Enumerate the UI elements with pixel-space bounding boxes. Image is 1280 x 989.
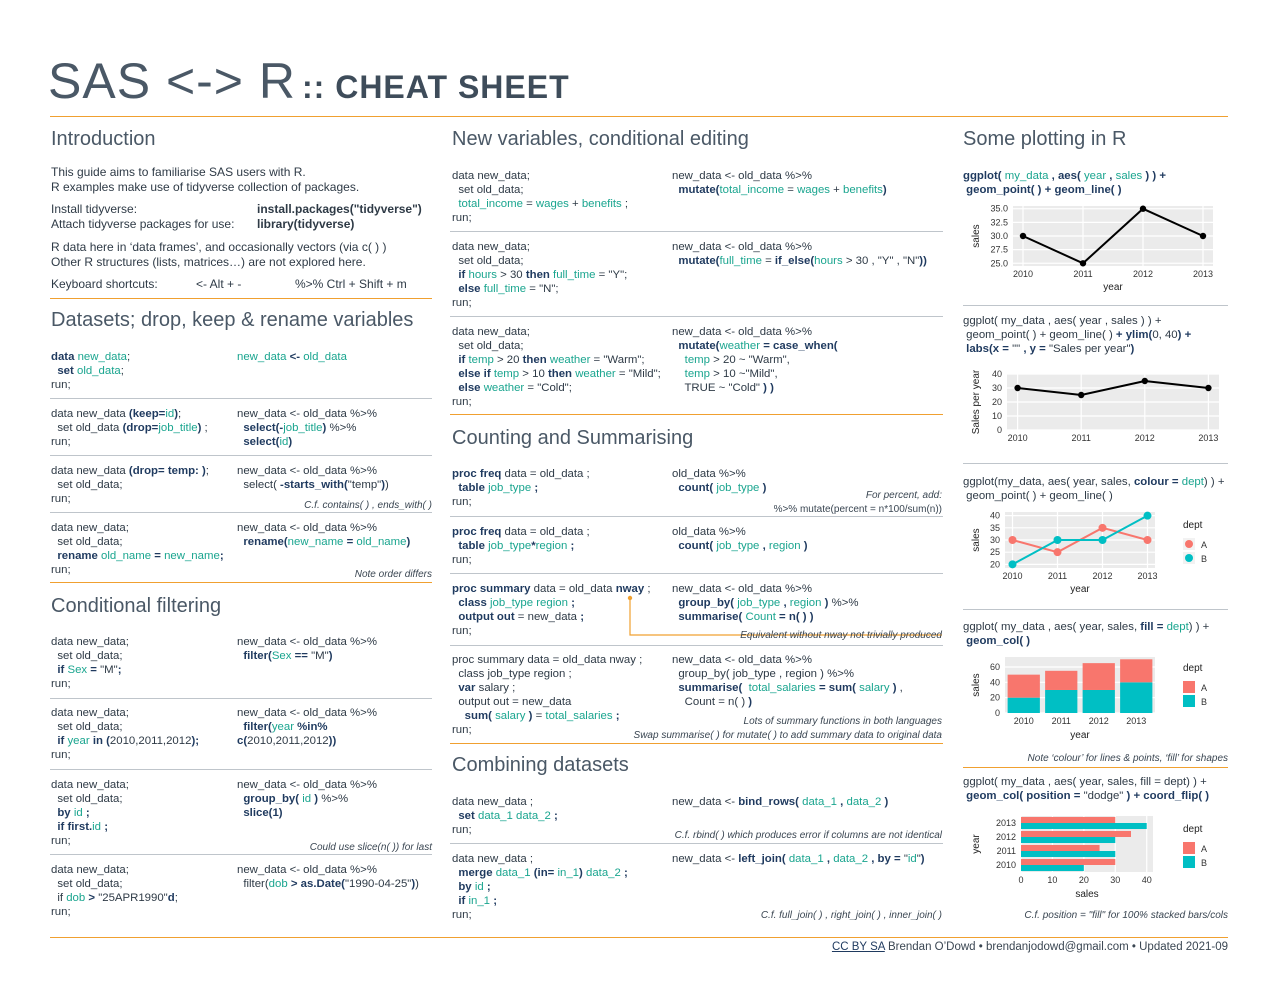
license-link[interactable]: CC BY SA: [831, 941, 885, 953]
divider: [450, 573, 943, 574]
legend-key-swatch: [1185, 554, 1193, 562]
x-tick-label: 2010: [1002, 571, 1023, 581]
divider: [50, 769, 432, 770]
bar: [1021, 845, 1100, 851]
note-order: Note order differs: [354, 569, 432, 580]
legend-title: dept: [1183, 663, 1203, 674]
legend-key-swatch: [1183, 695, 1195, 707]
data-point: [1054, 536, 1062, 544]
divider: [50, 298, 432, 299]
bar: [1021, 851, 1115, 857]
title-sub: :: CHEAT SHEET: [302, 69, 570, 105]
install-code: install.packages("tidyverse"): [257, 202, 422, 216]
sas-code-drop: data new_data (drop= temp: ); set old_data; run;: [51, 465, 209, 505]
legend-label: A: [1201, 844, 1208, 854]
y-tick-label: 2013: [995, 818, 1016, 828]
section-filtering: Conditional filtering: [51, 595, 222, 617]
x-axis-label: year: [1070, 730, 1090, 741]
x-tick-label: 2011: [1073, 269, 1093, 279]
note-colour: Note ‘colour’ for lines & points, ‘fill’ for shapes: [1027, 753, 1228, 764]
y-tick-label: 25: [989, 547, 1000, 558]
data-point: [1099, 524, 1107, 532]
x-tick-label: 2012: [1132, 269, 1154, 279]
note-lots: Lots of summary functions in both languages: [743, 716, 942, 727]
footer-text: Brendan O’Dowd • brendanjodowd@gmail.com • Updated 2021-09: [887, 941, 1228, 953]
r-code-summary: new_data <- old_data %>% group_by( job_type , region ) %>% summarise( Count = n( ) ): [672, 583, 859, 623]
section-combining: Combining datasets: [452, 754, 629, 776]
note-swap: Swap summarise( ) for mutate( ) to add summary data to original data: [633, 730, 942, 741]
title-main: SAS <-> R: [48, 53, 296, 109]
y-axis-label: sales: [971, 673, 982, 697]
y-tick-label: 10: [991, 411, 1002, 421]
sas-code-keep: data new_data (keep=id); set old_data (drop=job_title) ; run;: [51, 408, 208, 448]
intro-line-1: This guide aims to familiarise SAS users with R.: [51, 165, 306, 179]
divider: [50, 512, 432, 513]
y-tick-label: 60: [989, 661, 1000, 672]
y-tick-label: 40: [991, 369, 1002, 379]
r-code-plot-1: ggplot( my_data , aes( year , sales ) ) + geom_point( ) + geom_line( ): [963, 170, 1166, 196]
legend-label: A: [1201, 540, 1208, 550]
page-title: [48, 52, 570, 110]
y-axis-label: Sales per year: [971, 369, 982, 435]
y-tick-label: 2011: [996, 846, 1016, 856]
section-datasets: Datasets; drop, keep & rename variables: [51, 309, 414, 331]
bar: [1021, 823, 1147, 829]
r-code-bind-rows: new_data <- bind_rows( data_1 , data_2 ): [672, 796, 889, 808]
r-code-summarise-sum: new_data <- old_data %>% group_by( job_type , region ) %>% summarise( total_salaries = sum( salary ) , Count = n( ) ): [672, 654, 903, 708]
section-intro: Introduction: [51, 128, 156, 150]
r-code-copy: new_data <- old_data: [237, 351, 347, 363]
intro-line-2: R examples make use of tidyverse collection of packages.: [51, 180, 360, 194]
divider: [963, 463, 1228, 464]
data-point: [1205, 385, 1211, 391]
sas-code-freq-two: proc freq data = old_data ; table job_type*region ; run;: [452, 526, 590, 566]
data-point: [1144, 536, 1152, 544]
y-tick-label: 35: [989, 522, 1000, 533]
x-tick-label: 2011: [1047, 571, 1068, 581]
sas-code-filter: data new_data; set old_data; if Sex = "M"; run;: [51, 636, 129, 690]
bar: [1021, 865, 1084, 871]
y-tick-label: 30.0: [990, 231, 1008, 241]
legend-key-swatch: [1183, 681, 1195, 693]
legend-title: dept: [1183, 520, 1203, 531]
y-tick-label: 30: [991, 383, 1002, 393]
divider: [450, 843, 943, 844]
keyboard-shortcut-pipe: %>% Ctrl + Shift + m: [295, 277, 407, 291]
chart-line-colour: [963, 506, 1228, 604]
x-tick-label: 40: [1141, 875, 1152, 885]
divider: [963, 767, 1228, 768]
sas-code-date: data new_data; set old_data; if dob > "25APR1990"d; run;: [51, 864, 178, 918]
bar: [1045, 690, 1077, 713]
divider: [50, 854, 432, 855]
y-tick-label: 40: [989, 510, 1000, 521]
bar: [1120, 682, 1152, 713]
y-axis-label: sales: [971, 224, 982, 248]
divider: [50, 698, 432, 699]
legend-label: B: [1201, 554, 1208, 564]
y-tick-label: 40: [989, 677, 1000, 688]
data-point: [1099, 536, 1107, 544]
y-tick-label: 20: [989, 559, 1000, 570]
legend-key-swatch: [1183, 842, 1195, 854]
divider: [50, 398, 432, 399]
x-tick-label: 10: [1047, 875, 1058, 885]
intro-line-4: Other R structures (lists, matrices…) are not explored here.: [51, 255, 366, 269]
data-point: [1140, 206, 1146, 212]
intro-line-3: R data here in ‘data frames’, and occasionally vectors (via c( ) ): [51, 240, 387, 254]
bar: [1008, 698, 1040, 713]
r-code-count-two: old_data %>% count( job_type , region ): [672, 526, 808, 552]
data-point: [1054, 548, 1062, 556]
divider: [450, 743, 943, 744]
divider: [450, 414, 943, 415]
section-counting: Counting and Summarising: [452, 427, 694, 449]
y-axis-label: sales: [971, 528, 982, 552]
r-code-ifelse: new_data <- old_data %>% mutate(full_time = if_else(hours > 30 , "Y" , "N")): [672, 241, 927, 267]
y-tick-label: 32.5: [990, 217, 1008, 228]
sas-code-freq: proc freq data = old_data ; table job_type ; run;: [452, 468, 590, 508]
sas-code-filter-in: data new_data; set old_data; if year in (2010,2011,2012); run;: [51, 707, 200, 761]
bar: [1021, 859, 1115, 865]
y-tick-label: 20: [989, 692, 1000, 703]
footer-divider: [50, 937, 1228, 938]
r-code-first: new_data <- old_data %>% group_by( id ) %>% slice(1): [237, 779, 377, 819]
x-tick-label: 2013: [1126, 716, 1147, 726]
data-point: [1009, 536, 1017, 544]
keyboard-label: Keyboard shortcuts:: [51, 277, 158, 291]
x-tick-label: 2011: [1051, 716, 1071, 726]
x-tick-label: 2012: [1092, 571, 1113, 581]
x-tick-label: 2010: [1013, 716, 1034, 726]
r-code-left-join: new_data <- left_join( data_1 , data_2 , by = "id"): [672, 853, 925, 865]
note-nway: Equivalent without nway not trivially produced: [740, 630, 942, 641]
bar: [1045, 671, 1077, 690]
bar: [1083, 663, 1115, 690]
sas-code-first: data new_data; set old_data; by id ; if first.id ; run;: [51, 779, 129, 847]
sas-code-copy: data new_data; set old_data; run;: [51, 351, 131, 391]
bar: [1021, 817, 1115, 823]
keyboard-shortcut-assign: <- Alt + -: [196, 277, 242, 291]
data-point: [1142, 378, 1148, 384]
x-tick-label: 2012: [1134, 433, 1155, 443]
y-tick-label: 30: [989, 535, 1000, 545]
x-tick-label: 20: [1078, 875, 1089, 885]
divider: [450, 516, 943, 517]
r-code-count: old_data %>% count( job_type ): [672, 468, 767, 494]
sas-code-summary: proc summary data = old_data nway ; class job_type region ; output out = new_data ; run;: [452, 583, 651, 637]
r-code-rename: new_data <- old_data %>% rename(new_name = old_name): [237, 522, 411, 548]
x-tick-label: 2010: [1012, 269, 1034, 279]
y-tick-label: 2012: [995, 832, 1016, 842]
r-code-drop: new_data <- old_data %>% select( -starts_with("temp")): [237, 465, 389, 491]
install-label: Install tidyverse:: [51, 202, 138, 216]
sas-code-append: data new_data ; set data_1 data_2 ; run;: [452, 796, 558, 836]
x-tick-label: 2013: [1192, 269, 1214, 279]
r-code-newvar: new_data <- old_data %>% mutate(total_income = wages + benefits): [672, 170, 887, 196]
note-join: C.f. full_join( ) , right_join( ) , inner_join( ): [760, 910, 942, 921]
note-position: C.f. position = "fill" for 100% stacked bars/cols: [1024, 910, 1228, 921]
x-tick-label: 2010: [1007, 433, 1028, 443]
note-percent: For percent, add:: [865, 490, 942, 501]
y-tick-label: 0: [994, 708, 1000, 718]
bar: [1021, 837, 1115, 843]
legend-label: B: [1201, 858, 1208, 868]
sas-code-casewhen: data new_data; set old_data; if temp > 20 then weather = "Warm"; else if temp > 10 then weather = "Mild"; else weather = "Cold"; run;: [452, 326, 661, 408]
r-code-date: new_data <- old_data %>% filter(dob > as.Date("1990-04-25")): [237, 864, 419, 890]
data-point: [1080, 260, 1086, 266]
y-tick-label: 20: [991, 397, 1002, 407]
x-axis-label: sales: [1075, 889, 1099, 900]
attach-code: library(tidyverse): [257, 217, 355, 231]
x-axis-label: year: [1070, 584, 1090, 595]
bar: [1008, 675, 1040, 698]
r-code-filter-in: new_data <- old_data %>% filter(year %in% c(2010,2011,2012)): [237, 707, 377, 747]
note-percent-code: %>% mutate(percent = n*100/sum(n)): [773, 504, 942, 515]
x-tick-label: 2013: [1198, 433, 1219, 443]
bar: [1083, 690, 1115, 713]
data-point: [1020, 233, 1026, 239]
r-code-plot-4: ggplot( my_data , aes( year, sales, fill = dept) ) + geom_col( ): [963, 621, 1210, 647]
y-tick-label: 27.5: [990, 244, 1008, 255]
x-tick-label: 2011: [1071, 433, 1091, 443]
note-contains: C.f. contains( ) , ends_with( ): [304, 500, 432, 511]
divider: [50, 455, 432, 456]
sas-code-summary-var: proc summary data = old_data nway ; class job_type region ; var salary ; output out = new_data sum( salary ) = total_salaries ; run;: [452, 654, 643, 736]
chart-line-ylim: [963, 368, 1228, 456]
chart-bar-stacked: [963, 653, 1228, 748]
r-code-plot-2: ggplot( my_data , aes( year , sales ) ) + geom_point( ) + geom_line( ) + ylim(0, 40) + labs(x = "" , y = "Sales per year"): [963, 315, 1192, 355]
section-plotting: Some plotting in R: [963, 128, 1127, 150]
legend-key-swatch: [1185, 540, 1193, 548]
data-point: [1009, 560, 1017, 568]
attach-label: Attach tidyverse packages for use:: [51, 217, 235, 231]
legend-label: A: [1201, 683, 1208, 693]
sas-code-rename: data new_data; set old_data; rename old_name = new_name; run;: [51, 522, 224, 576]
data-point: [1144, 512, 1152, 520]
divider: [50, 582, 432, 583]
bar: [1120, 659, 1152, 682]
note-slice: Could use slice(n( )) for last: [309, 842, 432, 853]
r-code-casewhen: new_data <- old_data %>% mutate(weather = case_when( temp > 20 ~ "Warm", temp > 10 ~"Mild", TRUE ~ "Cold" ) ): [672, 326, 838, 394]
y-tick-label: 25.0: [990, 258, 1008, 269]
x-tick-label: 0: [1018, 875, 1024, 885]
r-code-keep: new_data <- old_data %>% select(-job_title) %>% select(id): [237, 408, 377, 448]
x-tick-label: 2013: [1137, 571, 1158, 581]
r-code-plot-5: ggplot( my_data , aes( year, sales, fill = dept) ) + geom_col( position = "dodge" ) + coord_flip( ): [963, 776, 1210, 802]
y-tick-label: 2010: [995, 860, 1016, 870]
data-point: [1200, 233, 1206, 239]
sas-code-newvar: data new_data; set old_data; total_income = wages + benefits ; run;: [452, 170, 629, 224]
r-code-filter: new_data <- old_data %>% filter(Sex == "M"): [237, 636, 377, 662]
bar: [1021, 831, 1131, 837]
y-axis-label: year: [971, 834, 982, 854]
chart-bar-dodge-flip: [963, 812, 1228, 907]
legend-label: B: [1201, 697, 1208, 707]
sas-code-merge: data new_data ; merge data_1 (in= in_1) data_2 ; by id ; if in_1 ; run;: [452, 853, 628, 921]
legend-key-swatch: [1183, 856, 1195, 868]
y-tick-label: 35.0: [990, 203, 1008, 214]
data-point: [1014, 385, 1020, 391]
divider: [450, 316, 943, 317]
divider: [450, 231, 943, 232]
data-point: [1078, 392, 1084, 398]
footer: [832, 941, 1228, 953]
section-newvars: New variables, conditional editing: [452, 128, 749, 150]
chart-line-basic: [963, 200, 1228, 300]
divider: [450, 645, 943, 646]
title-divider: [50, 116, 1228, 117]
x-tick-label: 2012: [1088, 716, 1109, 726]
legend-title: dept: [1183, 824, 1203, 835]
x-axis-label: year: [1103, 282, 1123, 293]
divider: [963, 305, 1228, 306]
x-tick-label: 30: [1110, 875, 1121, 885]
sas-code-ifelse: data new_data; set old_data; if hours > 30 then full_time = "Y"; else full_time = "N"; run;: [452, 241, 628, 309]
y-tick-label: 0: [996, 425, 1002, 435]
divider: [963, 609, 1228, 610]
r-code-plot-3: ggplot(my_data, aes( year, sales, colour = dept) ) + geom_point( ) + geom_line( ): [963, 476, 1225, 502]
note-rbind: C.f. rbind( ) which produces error if columns are not identical: [674, 830, 942, 841]
